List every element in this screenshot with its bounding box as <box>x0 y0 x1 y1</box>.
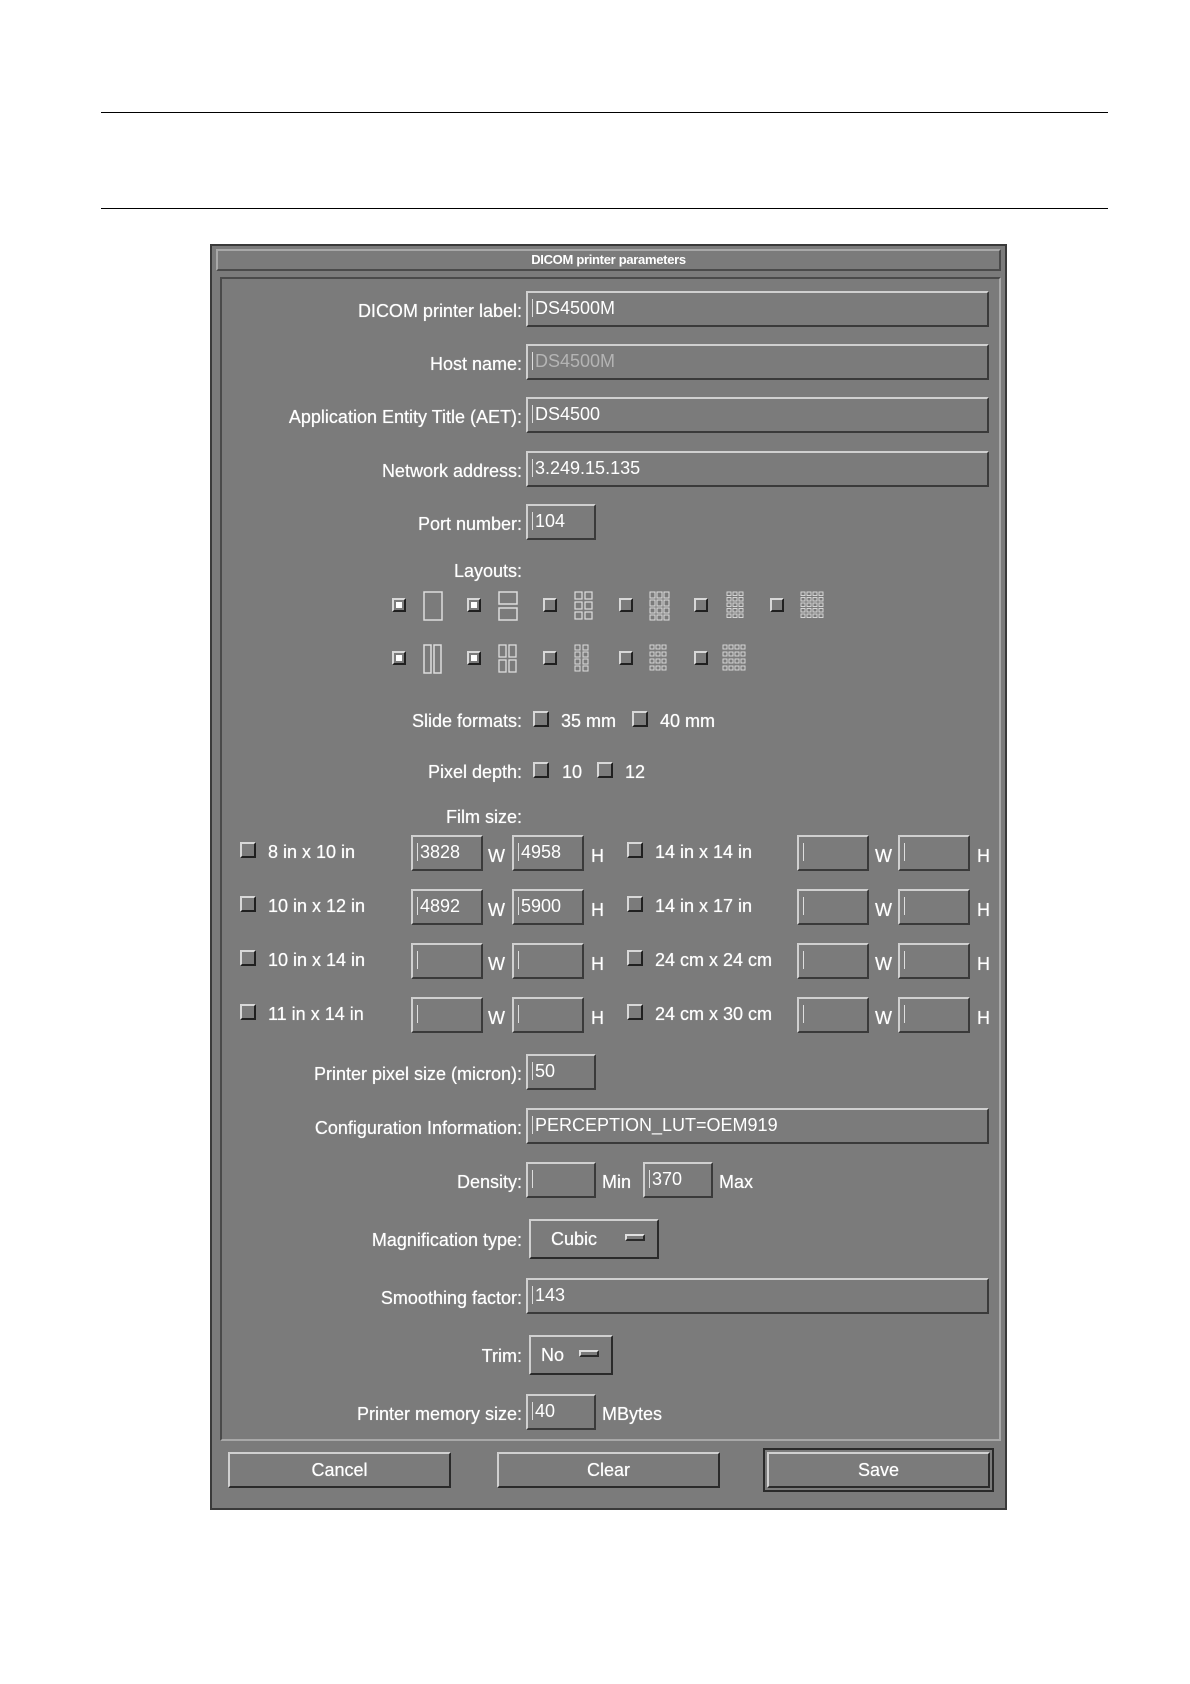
w-label: W <box>875 846 892 866</box>
film-24x24-label: 24 cm x 24 cm <box>655 950 773 970</box>
film-10x14-width-input[interactable] <box>411 943 483 979</box>
h-label: H <box>977 900 990 920</box>
pixel-depth-10-checkbox[interactable] <box>533 762 549 778</box>
save-button[interactable]: Save <box>767 1452 990 1488</box>
h-label: H <box>591 846 604 866</box>
host-name-input[interactable]: DS4500M <box>526 344 989 380</box>
pixel-depth-12-checkbox[interactable] <box>597 762 613 778</box>
layout-4x4-checkbox[interactable] <box>770 598 784 612</box>
film-8x10-checkbox[interactable] <box>240 842 256 858</box>
pixel-size-label: Printer pixel size (micron): <box>313 1064 522 1084</box>
film-10x14-height-input[interactable] <box>512 943 584 979</box>
h-label: H <box>977 1008 990 1028</box>
w-label: W <box>875 900 892 920</box>
film-8x10-label: 8 in x 10 in <box>268 842 356 862</box>
film-24x30-checkbox[interactable] <box>627 1004 643 1020</box>
film-10x12-width-input[interactable]: 4892 <box>411 889 483 925</box>
film-14x17-label: 14 in x 17 in <box>655 896 753 916</box>
layout-4x4-icon <box>800 591 824 621</box>
film-14x14-width-input[interactable] <box>797 835 869 871</box>
h-label: H <box>591 900 604 920</box>
slide-40mm-label: 40 mm <box>660 711 716 731</box>
w-label: W <box>875 954 892 974</box>
film-24x24-checkbox[interactable] <box>627 950 643 966</box>
film-11x14-checkbox[interactable] <box>240 1004 256 1020</box>
parameters-panel <box>220 277 1001 1441</box>
film-14x14-checkbox[interactable] <box>627 842 643 858</box>
slide-35mm-label: 35 mm <box>561 711 617 731</box>
trim-value: No <box>541 1345 565 1365</box>
layout-2x2-icon <box>574 591 594 621</box>
layouts-label: Layouts: <box>453 561 522 581</box>
memory-label: Printer memory size: <box>356 1404 522 1424</box>
film-10x12-checkbox[interactable] <box>240 896 256 912</box>
clear-button[interactable]: Clear <box>497 1452 720 1488</box>
film-14x14-label: 14 in x 14 in <box>655 842 753 862</box>
density-max-label: Max <box>719 1172 754 1192</box>
layout-3x3-icon <box>649 591 671 621</box>
film-10x12-height-input[interactable]: 5900 <box>512 889 584 925</box>
layout-3x4-checkbox[interactable] <box>694 598 708 612</box>
film-24x30-label: 24 cm x 30 cm <box>655 1004 773 1024</box>
density-min-label: Min <box>602 1172 632 1192</box>
layout-3x4-b-icon <box>649 644 669 674</box>
density-label: Density: <box>456 1172 522 1192</box>
layout-2x2-checkbox[interactable] <box>543 598 557 612</box>
pixel-depth-label: Pixel depth: <box>427 762 522 782</box>
film-10x12-label: 10 in x 12 in <box>268 896 366 916</box>
w-label: W <box>488 954 505 974</box>
aet-input[interactable]: DS4500 <box>526 397 989 433</box>
layout-4x4-b-icon <box>722 644 748 674</box>
smoothing-label: Smoothing factor: <box>380 1288 522 1308</box>
film-11x14-height-input[interactable] <box>512 997 584 1033</box>
header-rule <box>101 208 1108 209</box>
layout-2x2-tall-checkbox[interactable] <box>467 651 481 665</box>
trim-option-menu[interactable] <box>529 1335 613 1375</box>
slide-formats-label: Slide formats: <box>411 711 522 731</box>
pixel-size-input[interactable]: 50 <box>526 1054 596 1090</box>
film-10x14-label: 10 in x 14 in <box>268 950 366 970</box>
h-label: H <box>591 954 604 974</box>
magnification-value: Cubic <box>551 1229 598 1249</box>
film-24x30-width-input[interactable] <box>797 997 869 1033</box>
density-min-input[interactable] <box>526 1162 596 1198</box>
w-label: W <box>875 1008 892 1028</box>
film-14x17-checkbox[interactable] <box>627 896 643 912</box>
layout-2x1-icon <box>423 644 443 674</box>
layout-3x4-b-checkbox[interactable] <box>619 651 633 665</box>
dicom-printer-dialog <box>210 244 1007 1510</box>
port-number-input[interactable]: 104 <box>526 504 596 540</box>
pixel-depth-12-label: 12 <box>625 762 646 782</box>
cancel-button[interactable]: Cancel <box>228 1452 451 1488</box>
film-size-label: Film size: <box>446 807 522 827</box>
film-8x10-width-input[interactable]: 3828 <box>411 835 483 871</box>
top-rule <box>101 112 1108 113</box>
host-name-label: Host name: <box>429 354 522 374</box>
film-24x24-height-input[interactable] <box>898 943 970 979</box>
memory-unit-label: MBytes <box>602 1404 663 1424</box>
magnification-option-menu[interactable] <box>529 1219 659 1259</box>
slide-40mm-checkbox[interactable] <box>632 711 648 727</box>
network-address-input[interactable]: 3.249.15.135 <box>526 451 989 487</box>
density-max-input[interactable]: 370 <box>643 1162 713 1198</box>
film-11x14-width-input[interactable] <box>411 997 483 1033</box>
film-14x17-height-input[interactable] <box>898 889 970 925</box>
pixel-depth-10-label: 10 <box>562 762 583 782</box>
layout-2x2-tall-icon <box>498 644 518 674</box>
w-label: W <box>488 846 505 866</box>
layout-1x1-checkbox[interactable] <box>392 598 406 612</box>
slide-35mm-checkbox[interactable] <box>533 711 549 727</box>
smoothing-input[interactable]: 143 <box>526 1278 989 1314</box>
network-address-label: Network address: <box>381 461 522 481</box>
config-info-label: Configuration Information: <box>314 1118 522 1138</box>
film-14x17-width-input[interactable] <box>797 889 869 925</box>
layout-2x3-checkbox[interactable] <box>543 651 557 665</box>
film-14x14-height-input[interactable] <box>898 835 970 871</box>
film-24x24-width-input[interactable] <box>797 943 869 979</box>
layout-1x2-icon <box>498 591 518 621</box>
option-menu-indicator-icon <box>625 1234 645 1241</box>
magnification-label: Magnification type: <box>371 1230 522 1250</box>
dialog-title: DICOM printer parameters <box>216 249 1001 271</box>
layout-2x1-checkbox[interactable] <box>392 651 406 665</box>
trim-label: Trim: <box>481 1346 522 1366</box>
w-label: W <box>488 1008 505 1028</box>
film-8x10-height-input[interactable]: 4958 <box>512 835 584 871</box>
layout-3x3-checkbox[interactable] <box>619 598 633 612</box>
printer-label-label: DICOM printer label: <box>357 301 522 321</box>
layout-3x4-icon <box>726 591 744 621</box>
option-menu-indicator-icon <box>579 1350 599 1357</box>
film-11x14-label: 11 in x 14 in <box>268 1004 364 1024</box>
w-label: W <box>488 900 505 920</box>
h-label: H <box>977 846 990 866</box>
aet-label: Application Entity Title (AET): <box>288 407 522 427</box>
layout-1x1-icon <box>423 591 443 621</box>
layout-1x2-checkbox[interactable] <box>467 598 481 612</box>
h-label: H <box>591 1008 604 1028</box>
printer-label-input[interactable]: DS4500M <box>526 291 989 327</box>
layout-4x4-b-checkbox[interactable] <box>694 651 708 665</box>
memory-input[interactable]: 40 <box>526 1394 596 1430</box>
config-info-input[interactable]: PERCEPTION_LUT=OEM919 <box>526 1108 989 1144</box>
h-label: H <box>977 954 990 974</box>
film-10x14-checkbox[interactable] <box>240 950 256 966</box>
film-24x30-height-input[interactable] <box>898 997 970 1033</box>
port-number-label: Port number: <box>417 514 522 534</box>
layout-2x3-icon <box>574 644 590 674</box>
